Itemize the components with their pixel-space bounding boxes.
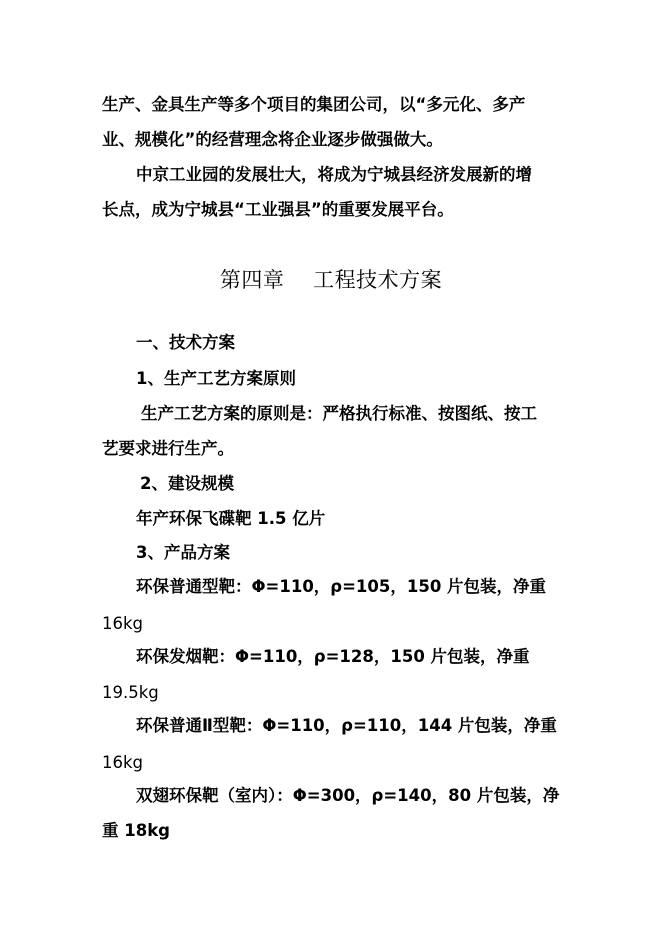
product-weight: 16kg <box>102 753 144 772</box>
product-weight: 16kg <box>102 614 144 633</box>
product-line: 双翅环保靶（室内）：Φ=300，ρ=140，80 片包装，净 <box>136 786 560 805</box>
item1-text-line2: 艺要求进行生产。 <box>102 439 234 458</box>
item1-text-line1: 生产工艺方案的原则是：严格执行标准、按图纸、按工 <box>141 404 537 423</box>
paragraph2-line1: 中京工业园的发展壮大，将成为宁城县经济发展新的增 <box>136 165 532 184</box>
product-line: 环保普通型靶：Φ=110，ρ=105，150 片包装，净重 <box>136 577 547 596</box>
chapter-title: 第四章 工程技术方案 <box>219 268 443 292</box>
item2-text: 年产环保飞碟靶 1.5 亿片 <box>136 509 326 528</box>
product-weight: 重 18kg <box>102 821 170 840</box>
paragraph1-line2: 业、规模化”的经营理念将企业逐步做强做大。 <box>102 130 443 149</box>
paragraph1-line1: 生产、金具生产等多个项目的集团公司，以“多元化、多产 <box>102 95 526 114</box>
item3-heading: 3、产品方案 <box>136 543 230 562</box>
section1-heading: 一、技术方案 <box>136 333 235 352</box>
item1-heading: 1、生产工艺方案原则 <box>136 369 296 388</box>
product-weight: 19.5kg <box>102 683 159 702</box>
item2-heading: 2、建设规模 <box>140 474 234 493</box>
paragraph2-line2: 长点，成为宁城县“工业强县”的重要发展平台。 <box>102 200 454 219</box>
product-line: 环保发烟靶：Φ=110，ρ=128，150 片包装，净重 <box>136 647 530 666</box>
product-line: 环保普通Ⅱ型靶：Φ=110，ρ=110，144 片包装，净重 <box>136 716 557 735</box>
